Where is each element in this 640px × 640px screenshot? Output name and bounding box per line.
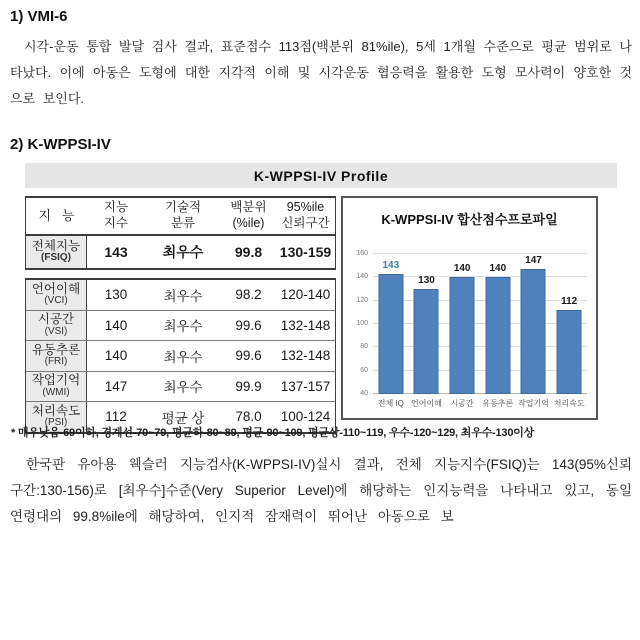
row-label [26,280,87,310]
cell-classification: 평균 상 [161,410,205,426]
cell-iq: 140 [104,317,128,333]
bar-value-label: 140 [453,263,471,275]
cell-ci: 132-148 [280,317,331,333]
cell-iq: 147 [104,378,128,394]
header-percentile [221,198,276,234]
score-table-header [25,196,336,236]
section2-heading: 2) K-WPPSI-IV [10,136,111,153]
y-tick-label: 60 [360,366,368,374]
fsiq-section [25,236,336,270]
header-percentile-line1: 백분위 [230,200,267,215]
cell-percentile: 98.2 [235,287,262,303]
bar [557,310,582,394]
x-tick-label: 시공간 [450,399,474,408]
bar-value-label: 140 [489,263,507,275]
row-name: 언어이해 [31,281,81,296]
row-label [26,341,87,371]
y-tick-label: 120 [356,296,368,304]
x-tick-label: 유동추론 [482,399,514,408]
cell-percentile: 99.6 [235,317,262,333]
cell-ci: 130-159 [279,244,332,260]
y-tick-label: 80 [360,343,368,351]
y-tick-label: 140 [356,273,368,281]
cell-ci: 120-140 [280,287,331,303]
bar [414,289,439,394]
row-label [26,236,87,268]
chart-plot [356,250,587,397]
row-name: 시공간 [37,312,75,327]
row-name: 전체지능 [31,239,81,254]
cell-percentile: 99.8 [234,244,263,260]
cell-classification: 최우수 [163,288,203,304]
header-iq-line1: 지능 [103,200,129,215]
bar-slot [551,254,587,394]
table-row-vsi [26,310,335,341]
section1-paragraph: 시각-운동 통합 발달 검사 결과, 표준점수 113점(백분위 81%ile), 5세 1개월 수준으로 평균 범위로 나타났다. 이에 아동은 도형에 대한 지각적 이해 및 시각운동 협응력을 활용한 도형 모사력이 양호한 것으로 보인다. [10,39,632,106]
x-tick-label: 전체 IQ [377,399,404,408]
header-iq [87,198,145,234]
table-row-fri [26,340,335,371]
header-ci-line2: 신뢰구간 [281,216,330,230]
y-tick-label: 160 [356,250,368,257]
profile-title: K-WPPSI-IV Profile [253,167,389,184]
row-label [26,311,87,341]
cell-classification: 최우수 [163,349,203,365]
row-abbr: (FSIQ) [41,252,71,264]
x-tick-label: 언어이해 [411,399,442,408]
bar-value-label: 147 [525,255,542,267]
bar-slot [516,254,552,394]
cell-iq: 143 [104,244,128,260]
bar-value-label: 112 [561,296,578,307]
table-row-vci [26,280,335,310]
bar-value-label: 130 [418,275,435,286]
bar-slot [373,254,409,394]
cell-iq: 140 [104,348,128,364]
y-tick-label: 40 [360,390,368,397]
cell-iq: 112 [105,409,127,425]
y-tick-label: 100 [356,320,368,327]
row-name: 유동추론 [31,342,81,357]
header-domain-label: 지 능 [38,207,75,223]
row-abbr: (PSI) [44,417,68,429]
row-abbr: (VCI) [44,295,68,307]
row-name: 처리속도 [31,403,81,418]
index-section [25,278,336,434]
row-abbr: (WMI) [42,386,70,398]
cell-classification: 최우수 [162,244,204,260]
section2-paragraph: 한국판 유아용 웩슬러 지능검사(K-WPPSI-IV)실시 결과, 전체 지능지수(FSIQ)는 143(95%신뢰구간:130-156)로 [최우수]수준(Very Superior Level)에 해당하는 인지능력을 나타내고 있고, 동일 연령대의 99.8%ile에 해당하여, 인지적 잠재력이 뛰어난 아동으로 보 [10,457,632,524]
x-tick-label: 작업기억 [518,399,549,408]
section1-heading: 1) VMI-6 [10,8,68,25]
header-ci-line1: 95%ile [286,200,325,215]
x-tick-label: 처리속도 [553,399,585,408]
cell-ci: 137-157 [280,378,331,394]
header-iq-line2: 지수 [103,216,129,230]
bar-value-label: 143 [382,259,400,271]
row-abbr: (VSI) [44,325,68,337]
header-classification-line2: 분류 [170,216,196,230]
header-classification [145,198,221,234]
cell-percentile: 99.9 [235,378,262,394]
row-abbr: (FRI) [44,356,68,368]
row-name: 작업기억 [31,373,81,388]
cell-iq: 130 [104,287,128,303]
header-percentile-line2: (%ile) [232,216,265,230]
table-row-fsiq [26,236,335,268]
bar-slot [480,254,516,394]
row-label [26,372,87,402]
bar-slot [409,254,445,394]
chart-x-labels [373,398,587,409]
cell-percentile: 99.6 [235,348,262,364]
cell-classification: 최우수 [163,319,203,335]
header-domain [26,198,87,234]
cell-classification: 최우수 [163,380,203,396]
classification-footnote: * 매우낮음-69이하, 경계선-70~79, 평균하-80~89, 평균-90~109, 평균상-110~119, 우수-120~129, 최우수-130이상 [11,427,535,439]
score-profile-chart [341,196,598,420]
cell-percentile: 78.0 [235,409,262,425]
bar [378,274,403,394]
cell-ci: 132-148 [280,348,331,364]
bar [485,277,510,394]
header-classification-line1: 기술적 [164,200,202,215]
bar [521,269,546,394]
table-row-wmi [26,371,335,402]
cell-ci: 100-124 [280,409,331,425]
score-table [25,196,336,434]
profile-title-bar [25,163,617,188]
bar [450,277,475,394]
header-ci [276,198,335,234]
bar-slot [444,254,480,394]
chart-title: K-WPPSI-IV 합산점수프로파일 [381,212,558,227]
